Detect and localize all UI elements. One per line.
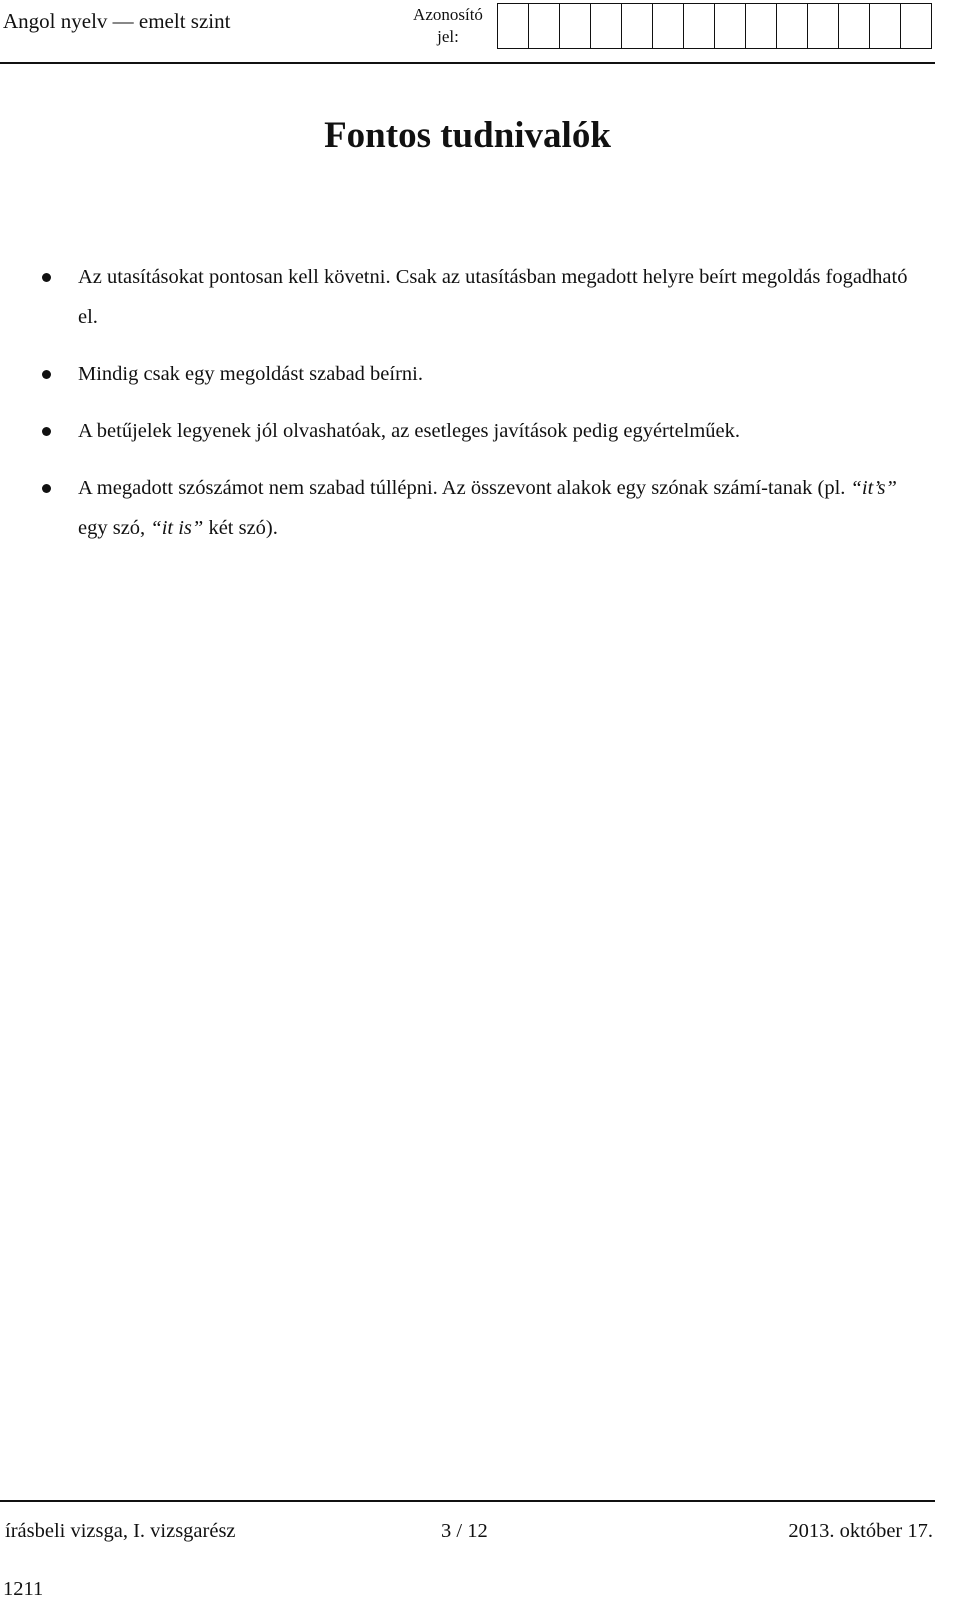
note-text-part: A megadott szószámot nem szabad túllépni. Az összevont alakok egy szónak számí-tanak (pl.: [78, 477, 851, 499]
id-code-box: [870, 3, 901, 49]
bullet-icon: [42, 273, 51, 282]
id-code-box: [746, 3, 777, 49]
bullet-icon: [42, 370, 51, 379]
list-item: [40, 411, 910, 451]
page-number: 3 / 12: [441, 1520, 488, 1542]
bullet-icon: [42, 484, 51, 493]
id-code-box: [529, 3, 560, 49]
id-code-box: [498, 3, 529, 49]
note-example: “it’s”: [850, 477, 897, 499]
note-text-part: két szó).: [203, 517, 278, 539]
id-code-box: [839, 3, 870, 49]
exam-code: 1211: [3, 1578, 44, 1600]
footer-divider: [0, 1500, 935, 1502]
id-code-box: [684, 3, 715, 49]
notes-list: [40, 257, 910, 565]
id-code-box: [560, 3, 591, 49]
id-code-box: [622, 3, 653, 49]
id-label-line-1: Azonosító: [413, 5, 483, 24]
list-item: [40, 354, 910, 394]
list-item: [40, 468, 910, 548]
note-example: “it is”: [150, 517, 204, 539]
id-code-box: [901, 3, 932, 49]
id-code-box: [653, 3, 684, 49]
id-code-boxes: [497, 3, 932, 49]
note-text: A betűjelek legyenek jól olvashatóak, az esetleges javítások pedig egyértelműek.: [78, 420, 741, 442]
subject-title: Angol nyelv — emelt szint: [3, 9, 231, 33]
exam-part-label: írásbeli vizsga, I. vizsgarész: [5, 1520, 236, 1542]
id-code-box: [715, 3, 746, 49]
page-title: Fontos tudnivalók: [324, 115, 611, 156]
note-text: Az utasításokat pontosan kell követni. Csak az utasításban megadott helyre beírt megoldás fogadható el.: [78, 266, 908, 328]
note-text-part: egy szó,: [78, 517, 151, 539]
id-code-box: [591, 3, 622, 49]
exam-date: 2013. október 17.: [788, 1520, 933, 1542]
list-item: [40, 257, 910, 337]
id-code-box: [808, 3, 839, 49]
bullet-icon: [42, 427, 51, 436]
page-header: [0, 0, 960, 62]
header-divider: [0, 62, 935, 64]
id-code-box: [777, 3, 808, 49]
note-text: Mindig csak egy megoldást szabad beírni.: [78, 363, 423, 385]
id-label-line-2: jel:: [437, 27, 459, 46]
id-label: [403, 4, 493, 48]
